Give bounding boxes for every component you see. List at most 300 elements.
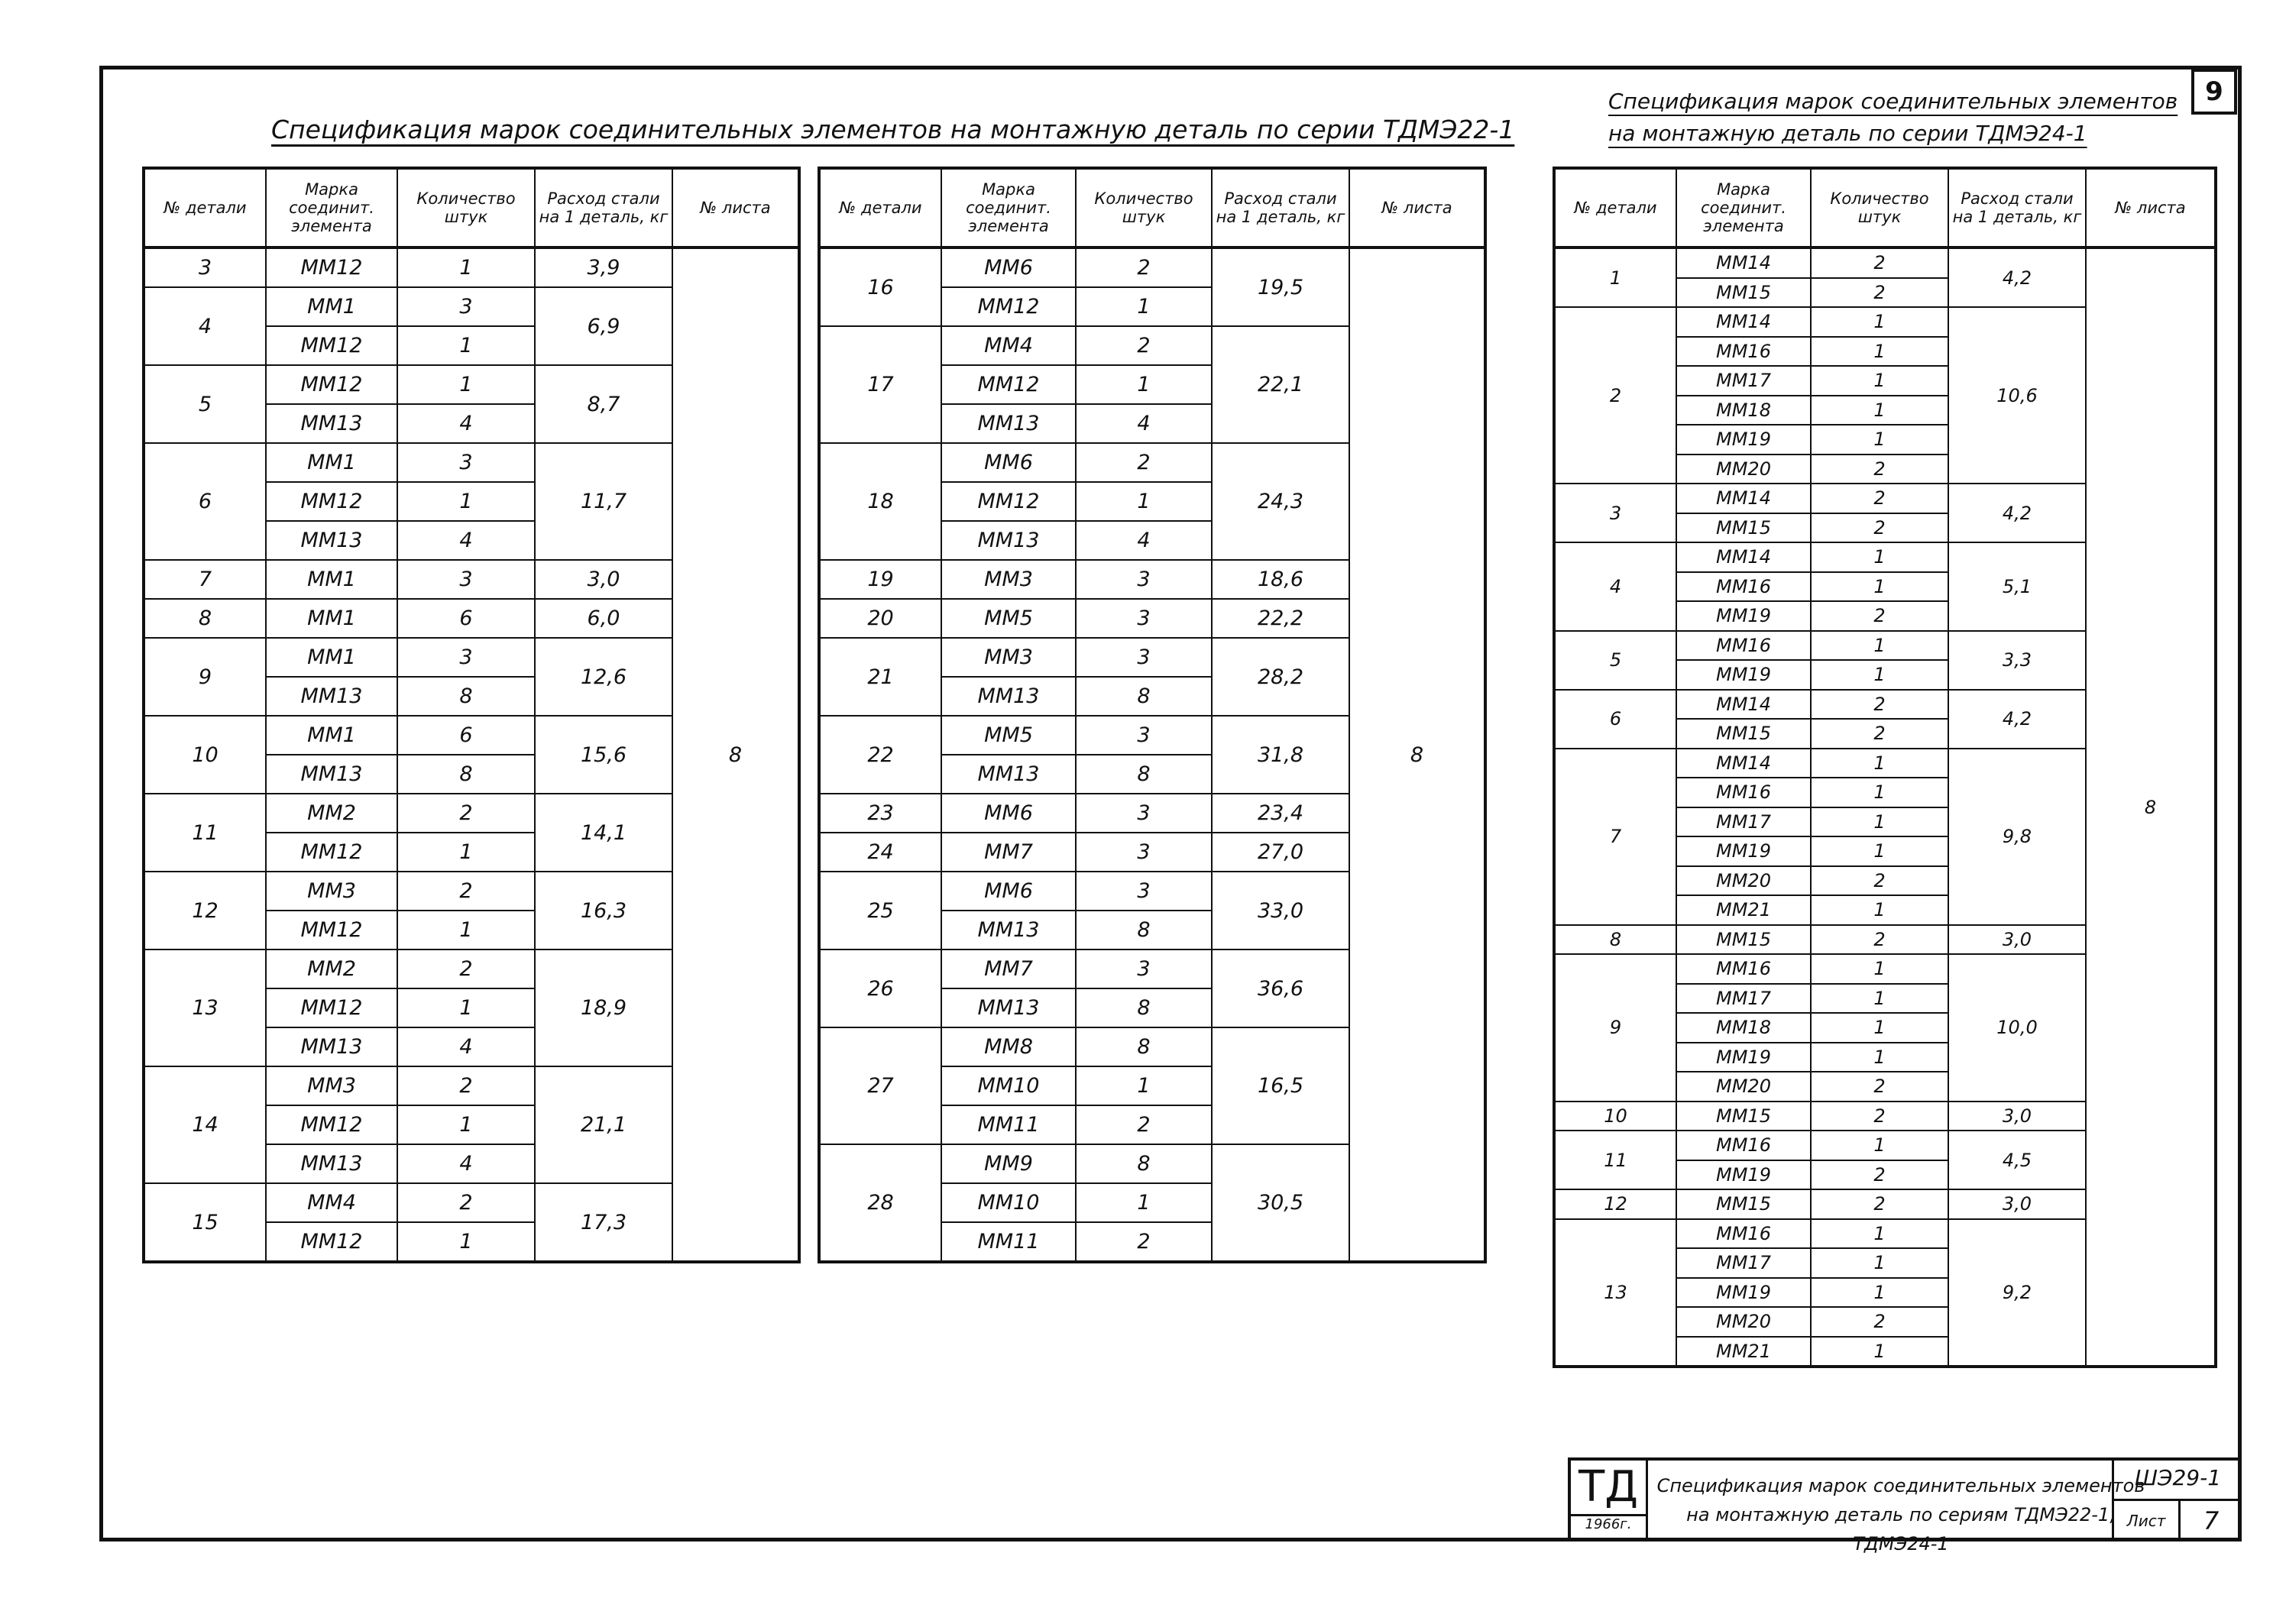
- mark-cell: ММ17: [1676, 366, 1811, 396]
- part-number-cell: 27: [819, 1027, 941, 1144]
- quantity-cell: 8: [397, 677, 535, 716]
- part-number-cell: 6: [144, 443, 266, 560]
- mark-cell: ММ1: [266, 638, 397, 677]
- quantity-cell: 2: [397, 949, 535, 988]
- mark-cell: ММ18: [1676, 396, 1811, 425]
- mark-cell: ММ14: [1676, 247, 1811, 278]
- table-row: [819, 247, 1485, 287]
- quantity-cell: 2: [1811, 247, 1948, 278]
- steel-consumption-cell: 22,2: [1212, 599, 1349, 638]
- quantity-cell: 2: [1076, 326, 1212, 365]
- part-number-cell: 9: [144, 638, 266, 716]
- mark-cell: ММ12: [266, 247, 397, 287]
- td-logo: [1571, 1461, 1648, 1542]
- part-number-cell: 10: [144, 716, 266, 794]
- steel-consumption-cell: 4,5: [1948, 1131, 2086, 1189]
- part-number-cell: 11: [144, 794, 266, 872]
- steel-consumption-cell: 33,0: [1212, 872, 1349, 949]
- mark-cell: ММ5: [941, 716, 1076, 755]
- mark-cell: ММ19: [1676, 660, 1811, 690]
- mark-cell: ММ1: [266, 560, 397, 599]
- part-number-cell: 7: [144, 560, 266, 599]
- mark-cell: ММ21: [1676, 895, 1811, 925]
- quantity-cell: 1: [1811, 954, 1948, 984]
- quantity-cell: 2: [1811, 601, 1948, 631]
- steel-consumption-cell: 3,0: [1948, 1189, 2086, 1219]
- sheet-value: 7: [2203, 1506, 2220, 1535]
- steel-consumption-cell: 12,6: [535, 638, 672, 716]
- steel-consumption-cell: 24,3: [1212, 443, 1349, 560]
- mark-cell: ММ20: [1676, 1307, 1811, 1337]
- quantity-cell: 1: [1811, 337, 1948, 367]
- mark-cell: ММ18: [1676, 1013, 1811, 1043]
- quantity-cell: 3: [1076, 716, 1212, 755]
- quantity-cell: 1: [397, 833, 535, 872]
- quantity-cell: 1: [397, 365, 535, 404]
- steel-consumption-cell: 15,6: [535, 716, 672, 794]
- part-number-cell: 10: [1554, 1102, 1676, 1131]
- part-number-cell: 22: [819, 716, 941, 794]
- header-qty: Количество штук: [397, 168, 535, 247]
- quantity-cell: 1: [1811, 366, 1948, 396]
- spec-table-1: [142, 167, 801, 1263]
- mark-cell: ММ21: [1676, 1337, 1811, 1367]
- part-number-cell: 4: [1554, 542, 1676, 631]
- part-number-cell: 12: [144, 872, 266, 949]
- quantity-cell: 1: [1811, 836, 1948, 866]
- part-number-cell: 15: [144, 1183, 266, 1262]
- quantity-cell: 1: [397, 247, 535, 287]
- description-line-2: на монтажную деталь по сериям ТДМЭ22-1, ТДМЭ24-1: [1686, 1504, 2116, 1554]
- mark-cell: ММ19: [1676, 1160, 1811, 1190]
- quantity-cell: 2: [1811, 513, 1948, 543]
- mark-cell: ММ12: [266, 1105, 397, 1144]
- mark-cell: ММ6: [941, 794, 1076, 833]
- steel-consumption-cell: 3,0: [535, 560, 672, 599]
- part-number-cell: 14: [144, 1066, 266, 1183]
- steel-consumption-cell: 21,1: [535, 1066, 672, 1183]
- header-mark: Марка соединит. элемента: [1676, 168, 1811, 247]
- part-number-cell: 16: [819, 247, 941, 326]
- quantity-cell: 2: [1811, 484, 1948, 513]
- quantity-cell: 4: [397, 404, 535, 443]
- steel-consumption-cell: 18,9: [535, 949, 672, 1066]
- title-left: Спецификация марок соединительных элементов на монтажную деталь по серии ТДМЭ22-1: [271, 115, 1515, 144]
- mark-cell: ММ3: [266, 872, 397, 911]
- mark-cell: ММ19: [1676, 1043, 1811, 1072]
- title-right-line-2: на монтажную деталь по серии ТДМЭ24-1: [1608, 121, 2087, 146]
- mark-cell: ММ12: [266, 911, 397, 949]
- quantity-cell: 1: [1811, 1278, 1948, 1308]
- part-number-cell: 5: [144, 365, 266, 443]
- part-number-cell: 24: [819, 833, 941, 872]
- quantity-cell: 1: [1076, 287, 1212, 326]
- spec-table-2: [818, 167, 1487, 1263]
- mark-cell: ММ12: [941, 482, 1076, 521]
- mark-cell: ММ16: [1676, 337, 1811, 367]
- mark-cell: ММ16: [1676, 631, 1811, 661]
- part-number-cell: 23: [819, 794, 941, 833]
- quantity-cell: 1: [397, 326, 535, 365]
- steel-consumption-cell: 27,0: [1212, 833, 1349, 872]
- part-number-cell: 13: [144, 949, 266, 1066]
- mark-cell: ММ16: [1676, 954, 1811, 984]
- part-number-cell: 3: [1554, 484, 1676, 542]
- mark-cell: ММ6: [941, 247, 1076, 287]
- mark-cell: ММ1: [266, 443, 397, 482]
- mark-cell: ММ7: [941, 833, 1076, 872]
- mark-cell: ММ1: [266, 287, 397, 326]
- mark-cell: ММ15: [1676, 1189, 1811, 1219]
- steel-consumption-cell: 36,6: [1212, 949, 1349, 1027]
- steel-consumption-cell: 22,1: [1212, 326, 1349, 443]
- mark-cell: ММ12: [266, 365, 397, 404]
- mark-cell: ММ17: [1676, 1248, 1811, 1278]
- quantity-cell: 3: [1076, 949, 1212, 988]
- mark-cell: ММ12: [941, 365, 1076, 404]
- mark-cell: ММ12: [266, 1222, 397, 1262]
- logo-text: ТД: [1579, 1462, 1638, 1512]
- quantity-cell: 2: [1811, 925, 1948, 955]
- header-steel: Расход стали на 1 деталь, кг: [1948, 168, 2086, 247]
- quantity-cell: 3: [1076, 872, 1212, 911]
- part-number-cell: 8: [1554, 925, 1676, 955]
- header-sheet: № листа: [1349, 168, 1485, 247]
- part-number-cell: 18: [819, 443, 941, 560]
- description-line-1: Спецификация марок соединительных элементов: [1656, 1475, 2145, 1496]
- mark-cell: ММ13: [266, 404, 397, 443]
- quantity-cell: 1: [1811, 542, 1948, 572]
- mark-cell: ММ20: [1676, 866, 1811, 896]
- mark-cell: ММ2: [266, 949, 397, 988]
- mark-cell: ММ2: [266, 794, 397, 833]
- steel-consumption-cell: 3,0: [1948, 1102, 2086, 1131]
- quantity-cell: 1: [397, 988, 535, 1027]
- quantity-cell: 2: [1811, 1160, 1948, 1190]
- part-number-cell: 1: [1554, 247, 1676, 307]
- document-code: ШЭ29-1: [2114, 1457, 2242, 1501]
- part-number-cell: 17: [819, 326, 941, 443]
- mark-cell: ММ13: [266, 1144, 397, 1183]
- steel-consumption-cell: 28,2: [1212, 638, 1349, 716]
- header-qty: Количество штук: [1076, 168, 1212, 247]
- mark-cell: ММ9: [941, 1144, 1076, 1183]
- steel-consumption-cell: 3,9: [535, 247, 672, 287]
- mark-cell: ММ16: [1676, 778, 1811, 807]
- mark-cell: ММ14: [1676, 749, 1811, 778]
- part-number-cell: 6: [1554, 690, 1676, 749]
- mark-cell: ММ17: [1676, 984, 1811, 1014]
- header-qty: Количество штук: [1811, 168, 1948, 247]
- steel-consumption-cell: 23,4: [1212, 794, 1349, 833]
- quantity-cell: 1: [397, 482, 535, 521]
- quantity-cell: 1: [1811, 660, 1948, 690]
- document-code-box: [2112, 1457, 2242, 1542]
- quantity-cell: 1: [1811, 1013, 1948, 1043]
- quantity-cell: 1: [1811, 307, 1948, 337]
- mark-cell: ММ15: [1676, 925, 1811, 955]
- header-mark: Марка соединит. элемента: [941, 168, 1076, 247]
- steel-consumption-cell: 8,7: [535, 365, 672, 443]
- mark-cell: ММ16: [1676, 1219, 1811, 1249]
- part-number-cell: 13: [1554, 1219, 1676, 1367]
- steel-consumption-cell: 9,2: [1948, 1219, 2086, 1367]
- mark-cell: ММ7: [941, 949, 1076, 988]
- quantity-cell: 1: [1811, 396, 1948, 425]
- mark-cell: ММ4: [266, 1183, 397, 1222]
- header-sheet: № листа: [2086, 168, 2216, 247]
- part-number-cell: 28: [819, 1144, 941, 1262]
- steel-consumption-cell: 4,2: [1948, 484, 2086, 542]
- mark-cell: ММ12: [266, 833, 397, 872]
- quantity-cell: 1: [1076, 1066, 1212, 1105]
- quantity-cell: 2: [1811, 278, 1948, 308]
- sheet-label: Лист: [2114, 1501, 2181, 1542]
- steel-consumption-cell: 5,1: [1948, 542, 2086, 631]
- part-number-cell: 26: [819, 949, 941, 1027]
- steel-consumption-cell: 14,1: [535, 794, 672, 872]
- mark-cell: ММ15: [1676, 1102, 1811, 1131]
- part-number-cell: 7: [1554, 749, 1676, 925]
- quantity-cell: 8: [1076, 755, 1212, 794]
- quantity-cell: 3: [397, 287, 535, 326]
- mark-cell: ММ16: [1676, 1131, 1811, 1160]
- mark-cell: ММ13: [941, 755, 1076, 794]
- quantity-cell: 1: [1811, 572, 1948, 602]
- mark-cell: ММ3: [941, 560, 1076, 599]
- quantity-cell: 3: [1076, 833, 1212, 872]
- quantity-cell: 3: [1076, 560, 1212, 599]
- steel-consumption-cell: 18,6: [1212, 560, 1349, 599]
- header-sheet: № листа: [672, 168, 799, 247]
- steel-consumption-cell: 4,2: [1948, 690, 2086, 749]
- quantity-cell: 4: [397, 521, 535, 560]
- quantity-cell: 2: [1076, 443, 1212, 482]
- part-number-cell: 11: [1554, 1131, 1676, 1189]
- mark-cell: ММ5: [941, 599, 1076, 638]
- mark-cell: ММ13: [941, 521, 1076, 560]
- mark-cell: ММ10: [941, 1183, 1076, 1222]
- part-number-cell: 9: [1554, 954, 1676, 1102]
- mark-cell: ММ13: [266, 755, 397, 794]
- quantity-cell: 8: [1076, 1144, 1212, 1183]
- mark-cell: ММ12: [266, 988, 397, 1027]
- steel-consumption-cell: 10,0: [1948, 954, 2086, 1102]
- quantity-cell: 2: [1076, 1222, 1212, 1262]
- quantity-cell: 2: [397, 872, 535, 911]
- quantity-cell: 4: [1076, 404, 1212, 443]
- part-number-cell: 2: [1554, 307, 1676, 484]
- quantity-cell: 3: [1076, 638, 1212, 677]
- steel-consumption-cell: 6,9: [535, 287, 672, 365]
- mark-cell: ММ1: [266, 599, 397, 638]
- part-number-cell: 12: [1554, 1189, 1676, 1219]
- mark-cell: ММ14: [1676, 690, 1811, 720]
- table-row: [144, 247, 799, 287]
- quantity-cell: 2: [1811, 455, 1948, 484]
- mark-cell: ММ11: [941, 1105, 1076, 1144]
- header-part-no: № детали: [144, 168, 266, 247]
- quantity-cell: 8: [397, 755, 535, 794]
- header-steel: Расход стали на 1 деталь, кг: [535, 168, 672, 247]
- quantity-cell: 2: [397, 1183, 535, 1222]
- quantity-cell: 1: [1811, 1337, 1948, 1367]
- quantity-cell: 6: [397, 599, 535, 638]
- mark-cell: ММ15: [1676, 719, 1811, 749]
- quantity-cell: 2: [1811, 1307, 1948, 1337]
- spec-table-1-body: [144, 247, 799, 1262]
- mark-cell: ММ11: [941, 1222, 1076, 1262]
- sheet-reference-cell: 8: [672, 247, 799, 1262]
- quantity-cell: 8: [1076, 677, 1212, 716]
- quantity-cell: 3: [397, 638, 535, 677]
- steel-consumption-cell: 16,5: [1212, 1027, 1349, 1144]
- quantity-cell: 1: [1811, 895, 1948, 925]
- mark-cell: ММ12: [941, 287, 1076, 326]
- mark-cell: ММ13: [266, 521, 397, 560]
- part-number-cell: 4: [144, 287, 266, 365]
- quantity-cell: 1: [1076, 365, 1212, 404]
- header-steel: Расход стали на 1 деталь, кг: [1212, 168, 1349, 247]
- mark-cell: ММ13: [941, 988, 1076, 1027]
- quantity-cell: 1: [1811, 1131, 1948, 1160]
- header-part-no: № детали: [819, 168, 941, 247]
- mark-cell: ММ12: [266, 326, 397, 365]
- mark-cell: ММ13: [266, 1027, 397, 1066]
- mark-cell: ММ12: [266, 482, 397, 521]
- quantity-cell: 2: [1811, 866, 1948, 896]
- quantity-cell: 2: [1811, 719, 1948, 749]
- mark-cell: ММ6: [941, 443, 1076, 482]
- mark-cell: ММ20: [1676, 455, 1811, 484]
- part-number-cell: 3: [144, 247, 266, 287]
- mark-cell: ММ13: [266, 677, 397, 716]
- quantity-cell: 3: [397, 560, 535, 599]
- quantity-cell: 3: [1076, 794, 1212, 833]
- quantity-cell: 2: [1811, 1189, 1948, 1219]
- steel-consumption-cell: 3,0: [1948, 925, 2086, 955]
- quantity-cell: 1: [1811, 1248, 1948, 1278]
- quantity-cell: 6: [397, 716, 535, 755]
- quantity-cell: 4: [1076, 521, 1212, 560]
- quantity-cell: 2: [1811, 690, 1948, 720]
- mark-cell: ММ14: [1676, 484, 1811, 513]
- header-mark: Марка соединит. элемента: [266, 168, 397, 247]
- steel-consumption-cell: 19,5: [1212, 247, 1349, 326]
- quantity-cell: 2: [397, 794, 535, 833]
- mark-cell: ММ14: [1676, 542, 1811, 572]
- spec-table-3-body: [1554, 247, 2216, 1367]
- mark-cell: ММ19: [1676, 425, 1811, 455]
- quantity-cell: 1: [1811, 425, 1948, 455]
- mark-cell: ММ19: [1676, 836, 1811, 866]
- table-row: [1554, 247, 2216, 278]
- quantity-cell: 1: [1076, 482, 1212, 521]
- mark-cell: ММ19: [1676, 601, 1811, 631]
- quantity-cell: 4: [397, 1027, 535, 1066]
- steel-consumption-cell: 17,3: [535, 1183, 672, 1262]
- quantity-cell: 8: [1076, 988, 1212, 1027]
- logo-year: 1966г.: [1571, 1514, 1646, 1532]
- steel-consumption-cell: 4,2: [1948, 247, 2086, 307]
- part-number-cell: 25: [819, 872, 941, 949]
- spec-table-2-body: [819, 247, 1485, 1262]
- quantity-cell: 1: [397, 1105, 535, 1144]
- mark-cell: ММ15: [1676, 513, 1811, 543]
- part-number-cell: 19: [819, 560, 941, 599]
- quantity-cell: 2: [1811, 1072, 1948, 1102]
- mark-cell: ММ19: [1676, 1278, 1811, 1308]
- quantity-cell: 2: [1076, 247, 1212, 287]
- quantity-cell: 1: [1811, 778, 1948, 807]
- mark-cell: ММ17: [1676, 807, 1811, 837]
- steel-consumption-cell: 6,0: [535, 599, 672, 638]
- sheet-reference-cell: 8: [2086, 247, 2216, 1367]
- mark-cell: ММ3: [266, 1066, 397, 1105]
- title-block-description: [1653, 1471, 2148, 1558]
- quantity-cell: 1: [1811, 1043, 1948, 1072]
- quantity-cell: 2: [1811, 1102, 1948, 1131]
- title-right: [1608, 86, 2178, 150]
- quantity-cell: 1: [1811, 807, 1948, 837]
- quantity-cell: 2: [1076, 1105, 1212, 1144]
- part-number-cell: 5: [1554, 631, 1676, 690]
- steel-consumption-cell: 10,6: [1948, 307, 2086, 484]
- mark-cell: ММ10: [941, 1066, 1076, 1105]
- quantity-cell: 1: [1811, 631, 1948, 661]
- part-number-cell: 8: [144, 599, 266, 638]
- quantity-cell: 3: [397, 443, 535, 482]
- page-number: 9: [2191, 69, 2237, 115]
- steel-consumption-cell: 16,3: [535, 872, 672, 949]
- quantity-cell: 8: [1076, 1027, 1212, 1066]
- mark-cell: ММ15: [1676, 278, 1811, 308]
- header-part-no: № детали: [1554, 168, 1676, 247]
- steel-consumption-cell: 30,5: [1212, 1144, 1349, 1262]
- mark-cell: ММ1: [266, 716, 397, 755]
- mark-cell: ММ20: [1676, 1072, 1811, 1102]
- sheet-reference-cell: 8: [1349, 247, 1485, 1262]
- mark-cell: ММ3: [941, 638, 1076, 677]
- mark-cell: ММ13: [941, 404, 1076, 443]
- spec-table-3: [1553, 167, 2217, 1368]
- quantity-cell: 1: [1811, 749, 1948, 778]
- steel-consumption-cell: 9,8: [1948, 749, 2086, 925]
- quantity-cell: 4: [397, 1144, 535, 1183]
- mark-cell: ММ6: [941, 872, 1076, 911]
- quantity-cell: 8: [1076, 911, 1212, 949]
- quantity-cell: 1: [1811, 1219, 1948, 1249]
- quantity-cell: 1: [1076, 1183, 1212, 1222]
- quantity-cell: 2: [397, 1066, 535, 1105]
- quantity-cell: 1: [1811, 984, 1948, 1014]
- quantity-cell: 1: [397, 911, 535, 949]
- steel-consumption-cell: 3,3: [1948, 631, 2086, 690]
- part-number-cell: 20: [819, 599, 941, 638]
- mark-cell: ММ14: [1676, 307, 1811, 337]
- mark-cell: ММ16: [1676, 572, 1811, 602]
- quantity-cell: 3: [1076, 599, 1212, 638]
- mark-cell: ММ13: [941, 911, 1076, 949]
- steel-consumption-cell: 31,8: [1212, 716, 1349, 794]
- steel-consumption-cell: 11,7: [535, 443, 672, 560]
- title-right-line-1: Спецификация марок соединительных элементов: [1608, 89, 2178, 114]
- mark-cell: ММ13: [941, 677, 1076, 716]
- mark-cell: ММ4: [941, 326, 1076, 365]
- quantity-cell: 1: [397, 1222, 535, 1262]
- part-number-cell: 21: [819, 638, 941, 716]
- mark-cell: ММ8: [941, 1027, 1076, 1066]
